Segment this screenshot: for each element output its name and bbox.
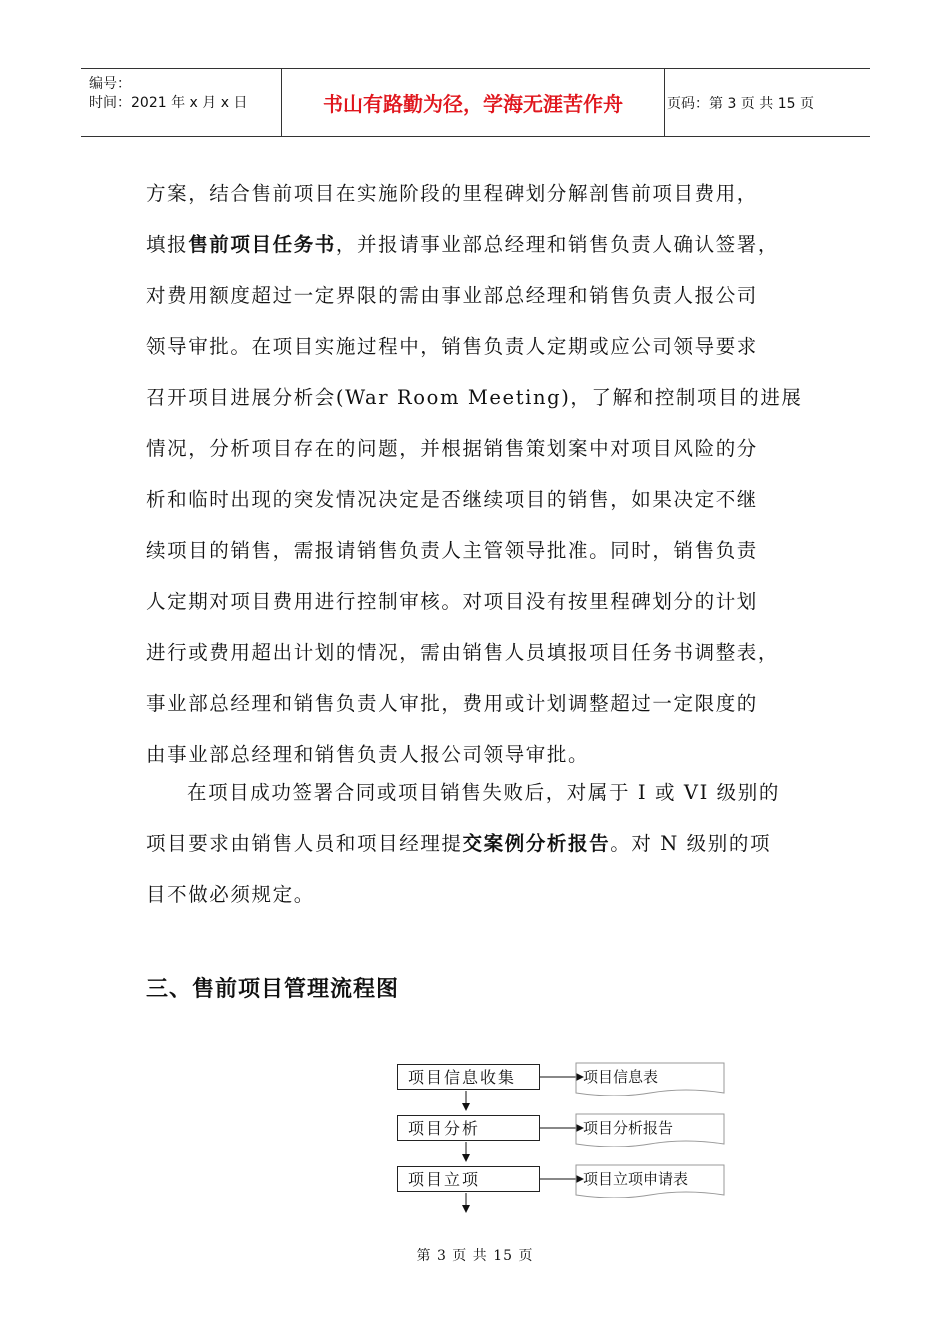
- text-line: 对费用额度超过一定界限的需由事业部总经理和销售负责人报公司: [146, 284, 758, 307]
- text-line: 在项目成功签署合同或项目销售失败后，对属于 I 或 VI 级别的: [187, 781, 780, 804]
- text-line: 进行或费用超出计划的情况，需由销售人员填报项目任务书调整表，: [146, 641, 780, 664]
- time-label: 时间：2021 年 x 月 x 日: [89, 95, 248, 111]
- flow-step-collect: 项目信息收集: [397, 1064, 540, 1090]
- page-footer: 第 3 页 共 15 页: [416, 1248, 534, 1264]
- text-line: 领导审批。在项目实施过程中，销售负责人定期或应公司领导要求: [146, 335, 758, 358]
- text-line: 情况，分析项目存在的问题，并根据销售策划案中对项目风险的分: [146, 437, 758, 460]
- text-line: 召开项目进展分析会(War Room Meeting)，了解和控制项目的进展: [146, 386, 803, 409]
- flow-doc-initiation-form: [575, 1164, 725, 1196]
- text-line: 事业部总经理和销售负责人审批，费用或计划调整超过一定限度的: [146, 692, 758, 715]
- flow-step-analysis: 项目分析: [397, 1115, 540, 1141]
- flow-doc-info-form: [575, 1062, 725, 1094]
- number-label: 编号：: [89, 76, 131, 92]
- flow-doc-label: 项目信息表: [583, 1068, 659, 1086]
- flow-doc-label: 项目分析报告: [583, 1119, 674, 1137]
- text-line: 填报售前项目任务书，并报请事业部总经理和销售负责人确认签署，: [146, 233, 780, 256]
- text-line: 由事业部总经理和销售负责人报公司领导审批。: [146, 743, 590, 766]
- text-line: 方案，结合售前项目在实施阶段的里程碑划分解剖售前项目费用，: [146, 182, 758, 205]
- flow-doc-analysis-report: [575, 1113, 725, 1145]
- text-line: 目不做必须规定。: [146, 883, 315, 906]
- page-label: 页码：第 3 页 共 15 页: [667, 95, 814, 112]
- text-line: 析和临时出现的突发情况决定是否继续项目的销售，如果决定不继: [146, 488, 758, 511]
- bold-term: 售前项目任务书: [188, 233, 336, 256]
- text-line: 人定期对项目费用进行控制审核。对项目没有按里程碑划分的计划: [146, 590, 758, 613]
- header-motto: 书山有路勤为径，学海无涯苦作舟: [281, 69, 665, 136]
- bold-term: 交案例分析报告: [462, 832, 611, 855]
- text-line: 续项目的销售，需报请销售负责人主管领导批准。同时，销售负责: [146, 539, 758, 562]
- section-title: 三、售前项目管理流程图: [146, 977, 400, 1002]
- flow-step-initiation: 项目立项: [397, 1166, 540, 1192]
- text-line: 项目要求由销售人员和项目经理提交案例分析报告。对 N 级别的项: [146, 832, 772, 855]
- flow-doc-label: 项目立项申请表: [583, 1170, 689, 1188]
